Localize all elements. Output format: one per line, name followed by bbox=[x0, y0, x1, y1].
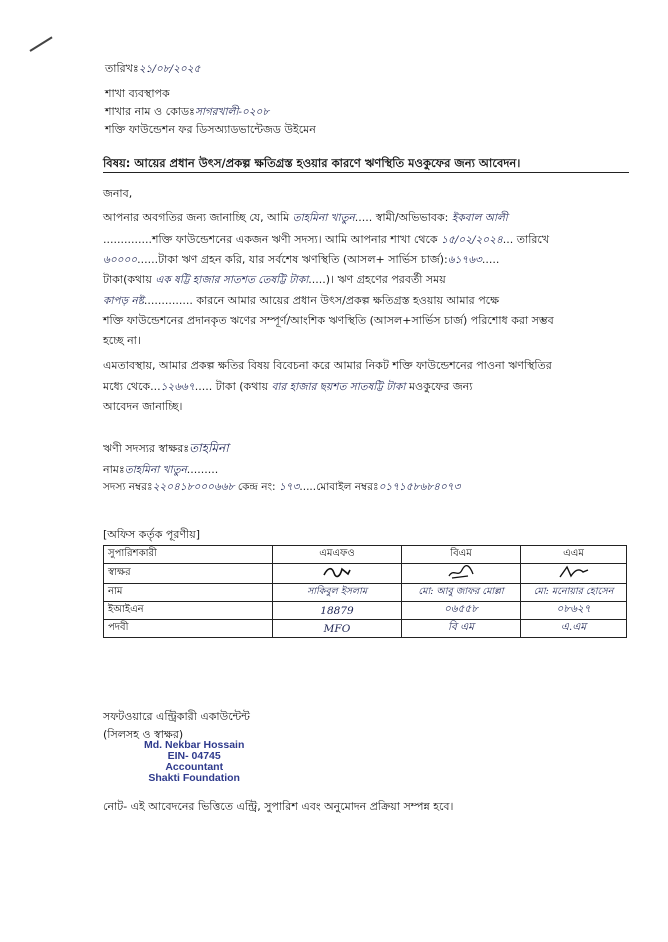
table-row bbox=[104, 602, 627, 620]
member-signature-line: ঋণী সদস্যর স্বাক্ষরঃতাহমিনা bbox=[103, 441, 229, 455]
row-label: ইআইএন bbox=[104, 602, 273, 620]
member-number: ২২০৪১৮০০০৬৬৮ bbox=[152, 481, 235, 493]
table-row bbox=[104, 620, 627, 638]
para1-line7: হচ্ছে না। bbox=[103, 334, 141, 347]
table-header: এমএফও bbox=[273, 546, 402, 564]
table-cell: ০৮৬২৭ bbox=[521, 602, 627, 620]
para1-line1: আপনার অবগতির জন্য জানাচ্ছি যে, আমি তাহমিনা খাতুন..... স্বামী/অভিভাবক: ইকবাল আলী bbox=[103, 211, 508, 224]
office-use-label: [অফিস কর্তৃক পূরণীয়] bbox=[103, 528, 200, 541]
recipient-title: শাখা ব্যবস্থাপক bbox=[105, 87, 170, 100]
table-cell: বি এম bbox=[402, 620, 521, 638]
branch-value: সাগরখালী-০২০৮ bbox=[194, 106, 270, 118]
para1-line3: ৬০০০০......টাকা ঋণ গ্রহন করি, যার সর্বশেষ ঋণস্থিতি (আসল+ সার্ভিস চার্জ):৬১৭৬৩..... bbox=[103, 253, 500, 266]
para1-line6: শক্তি ফাউন্ডেশনের প্রদানকৃত ঋণের সম্পূর্ণ/আংশিক ঋণস্থিতি (আসল+সার্ভিস চার্জ) পরিশোধ করা সম্ভব bbox=[103, 314, 554, 327]
stamp-line: EIN- 04745 bbox=[167, 750, 221, 762]
table-row bbox=[104, 564, 627, 584]
date-line bbox=[105, 60, 200, 79]
bm-signature bbox=[446, 564, 476, 580]
date-label: তারিখঃ bbox=[105, 62, 139, 75]
table-cell: মো: মনোয়ার হোসেন bbox=[521, 584, 627, 602]
member-name: তাহমিনা খাতুন bbox=[124, 464, 187, 476]
loan-date: ১৫/০২/২০২৪ bbox=[441, 234, 503, 246]
table-row bbox=[104, 584, 627, 602]
salutation: জনাব, bbox=[103, 187, 133, 200]
subject-line: বিষয়: আয়ের প্রধান উৎস/প্রকল্প ক্ষতিগ্রস্ত হওয়ার কারণে ঋণস্থিতি মওকুফের জন্য আবেদন। bbox=[103, 156, 521, 170]
stamp-line: Md. Nekbar Hossain bbox=[144, 739, 245, 751]
footer-note: নোট- এই আবেদনের ভিত্তিতে এন্ট্রি, সুপারিশ এবং অনুমোদন প্রক্রিয়া সম্পন্ন হবে। bbox=[103, 800, 454, 813]
recipient-org: শক্তি ফাউন্ডেশন ফর ডিসঅ্যাডভান্টেজড উইমেন bbox=[105, 123, 316, 136]
date-value: ২১/০৮/২০২৫ bbox=[138, 63, 201, 75]
row-label: পদবী bbox=[104, 620, 273, 638]
para1-line2: ..............শক্তি ফাউন্ডেশনের একজন ঋণী সদস্য। আমি আপনার শাখা থেকে ১৫/০২/২০২৪... তারিখে bbox=[103, 233, 550, 246]
member-number-line: সদস্য নম্বরঃ২২০৪১৮০০০৬৬৮ কেন্দ্র নং: ১৭৩.....মোবাইল নম্বরঃ০১৭১৫৮৬৮৪০৭৩ bbox=[103, 481, 461, 493]
signature-cell bbox=[521, 564, 627, 584]
stamp-line: Accountant bbox=[165, 761, 224, 773]
mfo-signature bbox=[322, 565, 352, 579]
waive-amount: ১২৬৬৭ bbox=[160, 381, 195, 393]
table-cell: সাকিবুল ইসলাম bbox=[273, 584, 402, 602]
table-header: বিএম bbox=[402, 546, 521, 564]
subject-underline bbox=[103, 172, 629, 173]
branch-line bbox=[105, 103, 269, 122]
table-cell: এ.এম bbox=[521, 620, 627, 638]
branch-label: শাখার নাম ও কোডঃ bbox=[105, 105, 195, 118]
am-signature bbox=[557, 564, 591, 580]
table-header-row bbox=[104, 546, 627, 564]
para2-line3: আবেদন জানাচ্ছি। bbox=[103, 400, 183, 413]
table-cell: MFO bbox=[273, 620, 402, 638]
row-label: স্বাক্ষর bbox=[104, 564, 273, 584]
waive-in-words: বার হাজার ছয়শত সাতষট্টি টাকা bbox=[271, 381, 406, 393]
signature-cell bbox=[273, 564, 402, 584]
table-cell: মো: আবু জাফর মোল্লা bbox=[402, 584, 521, 602]
row-label: নাম bbox=[104, 584, 273, 602]
para1-line4: টাকা(কথায় এক ষট্টি হাজার সাতশত তেষট্টি টাকা.....)। ঋণ গ্রহণের পরবর্তী সময় bbox=[103, 273, 446, 286]
pen-mark bbox=[29, 36, 52, 51]
para1-line5: কাপড় নষ্ট.............. কারনে আমার আয়ের প্রধান উৎস/প্রকল্প ক্ষতিগ্রস্ত হওয়ায় আমার পক্ষে bbox=[103, 294, 500, 307]
mobile-number: ০১৭১৫৮৬৮৪০৭৩ bbox=[378, 481, 461, 493]
para2-line1: এমতাবস্থায়, আমার প্রকল্প ক্ষতির বিষয় বিবেচনা করে আমার নিকট শক্তি ফাউন্ডেশনের পাওনা ঋণস্থিতির bbox=[103, 359, 552, 372]
table-header: এএম bbox=[521, 546, 627, 564]
member-signature: তাহমিনা bbox=[189, 441, 229, 455]
damage-reason: কাপড় নষ্ট bbox=[103, 295, 144, 307]
stamp-line: Shakti Foundation bbox=[148, 772, 240, 784]
accountant-title: সফটওয়ারে এন্ট্রিকারী একাউন্টেন্ট bbox=[103, 710, 250, 723]
table-cell: ০৬৫৫৮ bbox=[402, 602, 521, 620]
loan-amount: ৬০০০০ bbox=[103, 254, 138, 266]
table-cell: 18879 bbox=[273, 602, 402, 620]
accountant-seal-note: (সিলসহ ও স্বাক্ষর) bbox=[103, 728, 184, 741]
accountant-stamp bbox=[144, 740, 244, 784]
loan-balance: ৬১৭৬৩ bbox=[447, 254, 482, 266]
office-table bbox=[103, 545, 627, 638]
guardian-name: ইকবাল আলী bbox=[451, 212, 508, 224]
balance-in-words: এক ষট্টি হাজার সাতশত তেষট্টি টাকা bbox=[155, 274, 309, 286]
signature-cell bbox=[402, 564, 521, 584]
center-number: ১৭৩ bbox=[278, 481, 300, 493]
member-name-line: নামঃতাহমিনা খাতুন......... bbox=[103, 463, 219, 476]
table-header: সুপারিশকারী bbox=[104, 546, 273, 564]
para2-line2: মধ্যে থেকে...১২৬৬৭..... টাকা (কথায় বার হাজার ছয়শত সাতষট্টি টাকা মওকুফের জন্য bbox=[103, 380, 473, 393]
applicant-name: তাহমিনা খাতুন bbox=[292, 212, 355, 224]
